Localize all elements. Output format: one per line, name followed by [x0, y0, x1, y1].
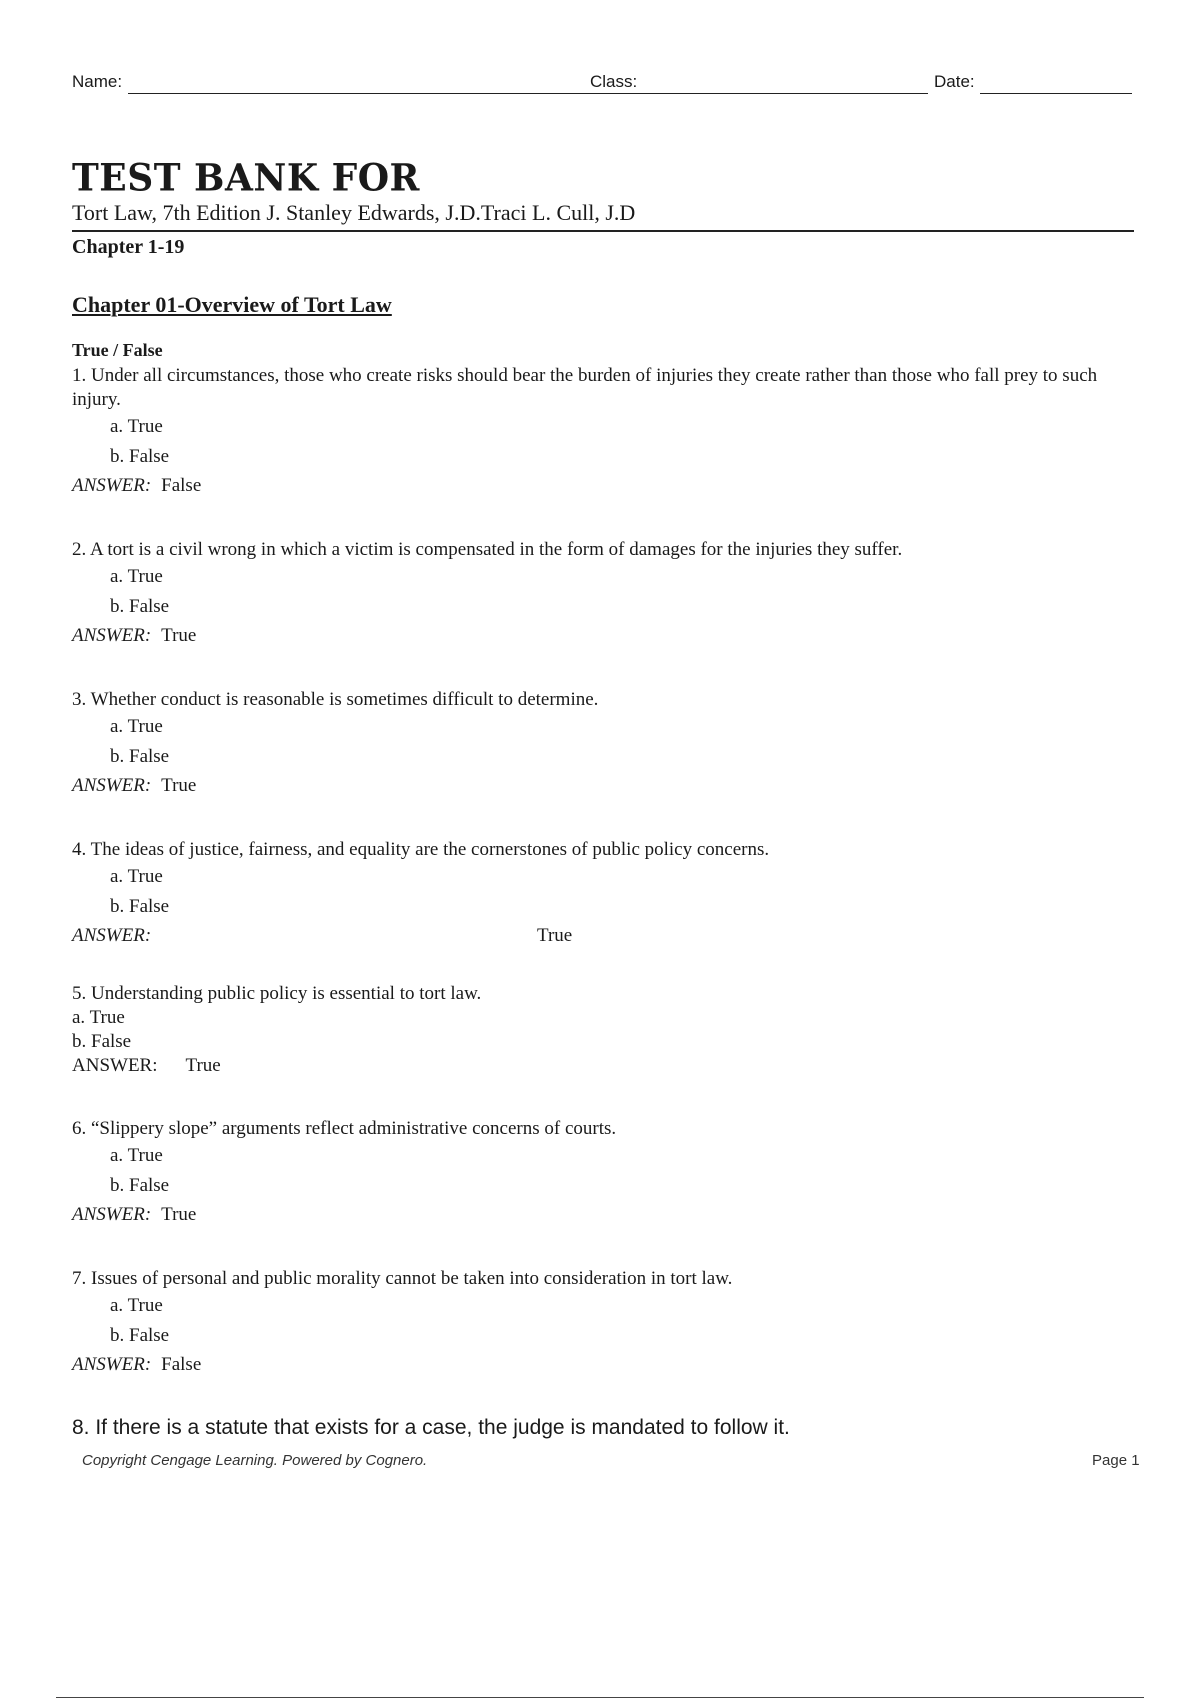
question-stem: 5. Understanding public policy is essential to tort law.: [72, 983, 482, 1004]
question-stem: 3. Whether conduct is reasonable is sometimes difficult to determine.: [72, 689, 599, 710]
question-7: [72, 1267, 1134, 1383]
answer-label: ANSWER:: [72, 1055, 158, 1076]
answer-value: True: [161, 625, 197, 646]
answer-value: True: [161, 775, 197, 796]
chapter-heading: Chapter 01-Overview of Tort Law: [72, 292, 392, 317]
copyright-notice: Copyright Cengage Learning. Powered by Cognero.: [82, 1452, 428, 1469]
question-3: [72, 688, 1134, 804]
answer-row: [72, 1203, 1134, 1233]
chapter-range: Chapter 1-19: [72, 236, 185, 258]
section-label: True / False: [72, 340, 163, 360]
answer-row: [72, 1054, 1134, 1078]
answer-value: False: [161, 1354, 202, 1375]
option-b[interactable]: b. False: [110, 1325, 170, 1346]
question-4: [72, 838, 1134, 954]
document-title: TEST BANK FOR: [72, 156, 420, 201]
option-a[interactable]: a. True: [110, 866, 163, 887]
question-6: [72, 1117, 1134, 1233]
question-stem: 2. A tort is a civil wrong in which a victim is compensated in the form of damages for the injuries they suffer.: [72, 539, 903, 560]
option-b[interactable]: b. False: [110, 1175, 170, 1196]
answer-row: [72, 474, 1134, 504]
question-stem: 1. Under all circumstances, those who create risks should bear the burden of injuries they create rather than those who fall prey to such injury.: [72, 365, 1098, 410]
option-a[interactable]: a. True: [110, 1295, 163, 1316]
option-b[interactable]: b. False: [72, 1031, 132, 1052]
answer-row: [72, 1353, 1134, 1383]
option-a[interactable]: a. True: [72, 1007, 125, 1028]
answer-value: True: [161, 1204, 197, 1225]
option-b[interactable]: b. False: [110, 746, 170, 767]
option-a[interactable]: a. True: [110, 716, 163, 737]
page-bottom-divider: [56, 1697, 1144, 1698]
answer-label: ANSWER:: [72, 1204, 152, 1225]
option-b[interactable]: b. False: [110, 896, 170, 917]
name-field[interactable]: [128, 93, 656, 94]
option-b[interactable]: b. False: [110, 596, 170, 617]
answer-label: ANSWER:: [72, 925, 152, 946]
question-1: [72, 364, 1134, 504]
date-label: Date:: [934, 72, 975, 91]
question-stem: 6. “Slippery slope” arguments reflect administrative concerns of courts.: [72, 1118, 617, 1139]
option-a[interactable]: a. True: [110, 416, 163, 437]
answer-label: ANSWER:: [72, 775, 152, 796]
question-8: 8. If there is a statute that exists for a case, the judge is mandated to follow it.: [72, 1416, 790, 1439]
question-stem: 4. The ideas of justice, fairness, and equality are the cornerstones of public policy concerns.: [72, 839, 770, 860]
answer-value: True: [185, 1055, 221, 1076]
header-fields: [72, 68, 1132, 96]
answer-label: ANSWER:: [72, 1354, 152, 1375]
answer-label: ANSWER:: [72, 475, 152, 496]
option-a[interactable]: a. True: [110, 1145, 163, 1166]
answer-value: True: [537, 925, 573, 946]
option-a[interactable]: a. True: [110, 566, 163, 587]
answer-label: ANSWER:: [72, 625, 152, 646]
date-field[interactable]: [980, 93, 1132, 94]
answer-row: [72, 774, 1134, 804]
answer-row: [72, 924, 1134, 954]
class-label: Class:: [590, 72, 638, 91]
name-label: Name:: [72, 72, 123, 91]
answer-row: [72, 624, 1134, 654]
book-subtitle: Tort Law, 7th Edition J. Stanley Edwards, J.D.Traci L. Cull, J.D: [72, 200, 636, 225]
question-stem: 7. Issues of personal and public morality cannot be taken into consideration in tort law.: [72, 1268, 733, 1289]
option-b[interactable]: b. False: [110, 446, 170, 467]
title-divider: [72, 230, 1134, 232]
question-2: [72, 538, 1134, 654]
question-5: [72, 982, 1134, 1078]
page-number: Page 1: [1092, 1452, 1140, 1469]
answer-value: False: [161, 475, 202, 496]
class-field[interactable]: [644, 93, 928, 94]
